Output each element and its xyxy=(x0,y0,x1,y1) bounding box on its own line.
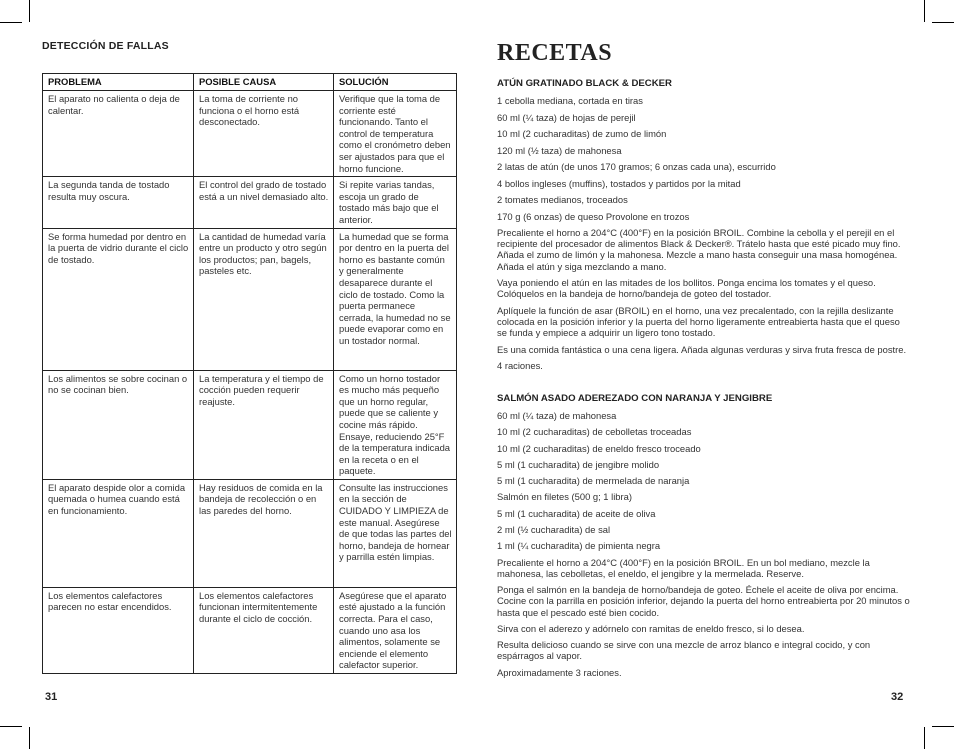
header-cause: POSIBLE CAUSA xyxy=(194,74,334,91)
recipe-line: Sirva con el aderezo y adórnelo con ramitas de eneldo fresco, si lo desea. xyxy=(497,622,805,634)
recipe-line: 10 ml (2 cucharaditas) de zumo de limón xyxy=(497,128,667,139)
recipe-title: SALMÓN ASADO ADEREZADO CON NARANJA Y JENGIBRE xyxy=(497,393,773,404)
crop-mark xyxy=(924,0,925,22)
header-solution: SOLUCIÓN xyxy=(334,74,457,91)
recipe-line: Resulta delicioso cuando se sirve con una mezcle de arroz blanco e integral cocido, y con espárragos al vapor. xyxy=(497,639,871,662)
cause-cell: La temperatura y el tiempo de cocción pueden requerir reajuste. xyxy=(194,370,334,479)
cause-cell: Los elementos calefactores funcionan intermitentemente durante el ciclo de cocción. xyxy=(194,587,334,673)
solution-cell: La humedad que se forma por dentro en la puerta del horno es bastante común y generalmente desaparece durante el ciclo de tostado. Como la puerta permanece cerrada, la humedad no se puede evaporar como en un tostador normal. xyxy=(334,228,457,370)
recipe-line: 60 ml (¼ taza) de hojas de perejil xyxy=(497,111,636,123)
table-row xyxy=(43,91,457,177)
cause-cell: El control del grado de tostado está a un nivel demasiado alto. xyxy=(194,177,334,228)
recipe-line: Precaliente el horno a 204°C (400°F) en la posición BROIL. Combine la cebolla y el perejil en el recipiente del procesador de alimentos Black & Decker®. Trátelo hasta que esté picado muy fino. Añada el zumo de limón y la mahonesa. Mezcle a mano hasta conseguir una masa homogénea. Añada el atún y siga mezclando a mano. xyxy=(497,227,901,272)
recipe-line: Es una comida fantástica o una cena ligera. Añada algunas verduras y sirva fruta fresca de postre. xyxy=(497,343,907,355)
table-row xyxy=(43,228,457,370)
recipe-line: 1 ml (¼ cucharadita) de pimienta negra xyxy=(497,540,661,552)
problem-cell: Los elementos calefactores parecen no estar encendidos. xyxy=(43,587,194,673)
solution-cell: Verifique que la toma de corriente esté funcionando. Tanto el control de temperatura como el cronómetro deben ser ajustados para que el horno funcione. xyxy=(334,91,457,177)
recipe-line: 4 bollos ingleses (muffins), tostados y partidos por la mitad xyxy=(497,177,741,189)
problem-cell: La segunda tanda de tostado resulta muy oscura. xyxy=(43,177,194,228)
crop-mark xyxy=(924,727,925,749)
recipe-line: 60 ml (¼ taza) de mahonesa xyxy=(497,410,617,421)
recipe-body xyxy=(497,95,912,371)
section-title: DETECCIÓN DE FALLAS xyxy=(42,40,169,52)
recipe-line: 1 cebolla mediana, cortada en tiras xyxy=(497,95,643,106)
solution-cell: Asegúrese que el aparato esté ajustado a la función correcta. Para el caso, cuando uno asa los alimentos, solamente se enciende el elemento calefactor superior. xyxy=(334,587,457,673)
header-problem: PROBLEMA xyxy=(43,74,194,91)
recipe-line: 2 ml (½ cucharadita) de sal xyxy=(497,524,611,536)
left-page xyxy=(42,40,457,671)
page-number-left: 31 xyxy=(45,691,58,703)
recipe-line: 5 ml (1 cucharadita) de mermelada de naranja xyxy=(497,475,690,487)
recipe-line: 4 raciones. xyxy=(497,360,543,372)
table-row xyxy=(43,177,457,228)
recipe-line: Ponga el salmón en la bandeja de horno/bandeja de goteo. Échele el aceite de oliva por encima. Cocine con la parrilla en posición inferior, dejando la puerta del horno entreabierta por 20 minutos o hasta que el pescado esté bien cocido. xyxy=(497,584,910,618)
recipe-line: Aproximadamente 3 raciones. xyxy=(497,666,622,678)
recipe-line: 2 tomates medianos, troceados xyxy=(497,194,628,205)
problem-cell: Se forma humedad por dentro en la puerta de vidrio durante el ciclo de tostado. xyxy=(43,228,194,370)
page-title: RECETAS xyxy=(497,40,613,66)
recipe-line: 120 ml (½ taza) de mahonesa xyxy=(497,144,622,156)
table-header-row xyxy=(43,74,457,91)
right-page xyxy=(497,40,912,678)
troubleshooting-table xyxy=(42,73,457,674)
crop-mark xyxy=(0,726,22,727)
recipe-line: 170 g (6 onzas) de queso Provolone en trozos xyxy=(497,210,690,222)
cause-cell: Hay residuos de comida en la bandeja de recolección o en las paredes del horno. xyxy=(194,479,334,587)
recipe-line: 5 ml (1 cucharadita) de jengibre molido xyxy=(497,458,660,470)
recipe-line: 10 ml (2 cucharaditas) de eneldo fresco troceado xyxy=(497,442,701,454)
solution-cell: Consulte las instrucciones en la sección de CUIDADO Y LIMPIEZA de este manual. Asegúrese de que todas las partes del horno, bandeja de hornear y parrilla estén limpias. xyxy=(334,479,457,587)
crop-mark xyxy=(932,726,954,727)
recipe-title: ATÚN GRATINADO BLACK & DECKER xyxy=(497,78,672,89)
recipe-line: 10 ml (2 cucharaditas) de cebolletas troceadas xyxy=(497,426,692,438)
recipe-line: Precaliente el horno a 204°C (400°F) en la posición BROIL. En un bol mediano, mezcle la mahonesa, las cebolletas, el eneldo, el jengibre y la mermelada. Reserve. xyxy=(497,556,870,579)
recipe-line: 5 ml (1 cucharadita) de aceite de oliva xyxy=(497,507,656,519)
recipe-line: Aplíquele la función de asar (BROIL) en el horno, una vez precalentado, con la rejilla deslizante colocada en la posición inferior y la puerta del horno ligeramente entreabierta hasta que el queso se funda y empiece a adquirir un ligero tono tostado. xyxy=(497,304,900,339)
crop-mark xyxy=(29,0,30,22)
problem-cell: El aparato no calienta o deja de calentar. xyxy=(43,91,194,177)
recipe-line: Salmón en filetes (500 g; 1 libra) xyxy=(497,491,632,503)
problem-cell: El aparato despide olor a comida quemada o humea cuando está en funcionamiento. xyxy=(43,479,194,587)
recipe-line: Vaya poniendo el atún en las mitades de los bollitos. Ponga encima los tomates y el queso. Colóquelos en la bandeja de horno/bandeja de goteo del tostador. xyxy=(497,277,876,300)
recipe-line: 2 latas de atún (de unos 170 gramos; 6 onzas cada una), escurrido xyxy=(497,161,776,172)
crop-mark xyxy=(29,727,30,749)
table-row xyxy=(43,479,457,587)
problem-cell: Los alimentos se sobre cocinan o no se cocinan bien. xyxy=(43,370,194,479)
recipe-body xyxy=(497,410,912,678)
page-number-right: 32 xyxy=(891,691,904,703)
solution-cell: Si repite varias tandas, escoja un grado de tostado más bajo que el anterior. xyxy=(334,177,457,228)
crop-mark xyxy=(0,22,22,23)
table-row xyxy=(43,370,457,479)
crop-mark xyxy=(932,22,954,23)
cause-cell: La cantidad de humedad varía entre un producto y otro según los productos; pan, bagels, pasteles etc. xyxy=(194,228,334,370)
cause-cell: La toma de corriente no funciona o el horno está desconectado. xyxy=(194,91,334,177)
solution-cell: Como un horno tostador es mucho más pequeño que un horno regular, puede que se caliente y cocine más rápido. Ensaye, reduciendo 25°F de la temperatura indicada en la receta o en el paquete. xyxy=(334,370,457,479)
table-row xyxy=(43,587,457,673)
